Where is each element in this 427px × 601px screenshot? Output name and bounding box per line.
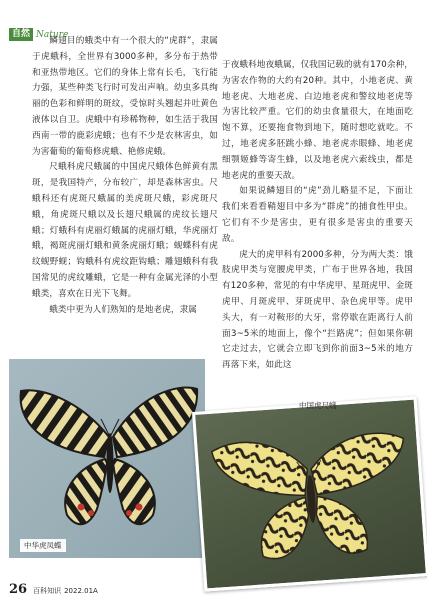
paragraph: 于夜蛾科地夜蛾属，仅我国记载的就有170余种，为害农作物的大约有20种。其中，小地老虎、黄地老虎、大地老虎、白边地老虎和警纹地老虎等为害比较严重。它们的幼虫食量很大，在地面吃饱不算，还要拖食物到地下，随时想吃就吃。不过，地老虎多胚跳小蜂、地老虎赤眼蜂、地老虎细颚姬蜂等寄生蜂，以及地老虎六索线虫，都是地老虎的重要天敌。	[222, 60, 413, 181]
paragraph: 蛾类中更为人们熟知的是地老虎，隶属	[49, 304, 197, 315]
section-label-en: Nature	[36, 29, 69, 40]
paragraph: 尺蛾科虎尺蛾属的中国虎尺蛾体色鲜黄有黑斑，是我国特产，分布较广，却是森林害虫。尺蛾科还有虎斑尺蛾属的美虎斑尺蛾，彩虎斑尺蛾，角虎斑尺蛾以及长翅尺蛾属的虎纹长翅尺蛾；灯蛾科有虎丽灯蛾属的虎丽灯蛾，华虎丽灯蛾，褐斑虎丽灯蛾和黄条虎丽灯蛾；蚬蝶科有虎纹蚬野蚬；钩蛾科有虎纹距钩蛾；雕翅蛾科有我国常见的虎纹雕蛾，它是一种有金属光泽的小型蛾类，喜欢在日光下飞舞。	[32, 162, 218, 299]
paragraph: 虎大的虎甲科有2000多种，分为两大类：饿肢虎甲类与宽腰虎甲类，广布于世界各地，我国有120多种，常见的有中华虎甲、星斑虎甲、金斑虎甲、月斑虎甲、芽斑虎甲、杂色虎甲等。虎甲头大，有一对鞍形的大牙，常停歇在距离行人前面3~5米的地面上，像个“拦路虎”；但如果你朝它走过去，它就会立即飞到你前面3~5米的地方再落下来，如此这	[222, 249, 413, 371]
photo-caption: 中国虎尺蛾	[299, 401, 337, 410]
page-footer	[9, 582, 98, 597]
moth-illustration	[195, 400, 426, 589]
butterfly-photo	[9, 359, 205, 558]
paragraph: 如果说鳞翅目的“虎”劲儿略显不足，下面让我们来看看鞘翅目中多为“群虎”的捕食性甲虫。它们有不少是害虫，更有很多是害虫的重要天敌。	[222, 186, 413, 244]
butterfly-illustration	[9, 359, 205, 558]
page-number: 26	[9, 582, 28, 597]
photo-caption: 中华虎凤蝶	[20, 539, 66, 552]
section-label: 自然	[9, 28, 33, 41]
paragraph: 鳞翅目的蛾类中有一个很大的“虎群”，隶属于虎蛾科，全世界有3000多种，多分布于热带和亚热带地区。它们的身体上常有长毛，飞行能力强，某些种类飞行时可发出声响。幼虫多具绚丽的色彩和鲜明的斑纹，受惊时头翘起并吐黄色液体以自卫。虎蛾中有珍稀物种，如生活于我国西南一带的鹿彩虎蛾；也有不少是农林害虫，如为害葡萄的葡萄修虎蛾、艳修虎蛾。	[32, 36, 218, 157]
magazine-name: 百科知识	[33, 587, 62, 595]
moth-photo	[192, 396, 427, 591]
left-column	[32, 34, 218, 318]
issue-number: 2022.01A	[64, 587, 98, 595]
right-column	[222, 58, 413, 374]
